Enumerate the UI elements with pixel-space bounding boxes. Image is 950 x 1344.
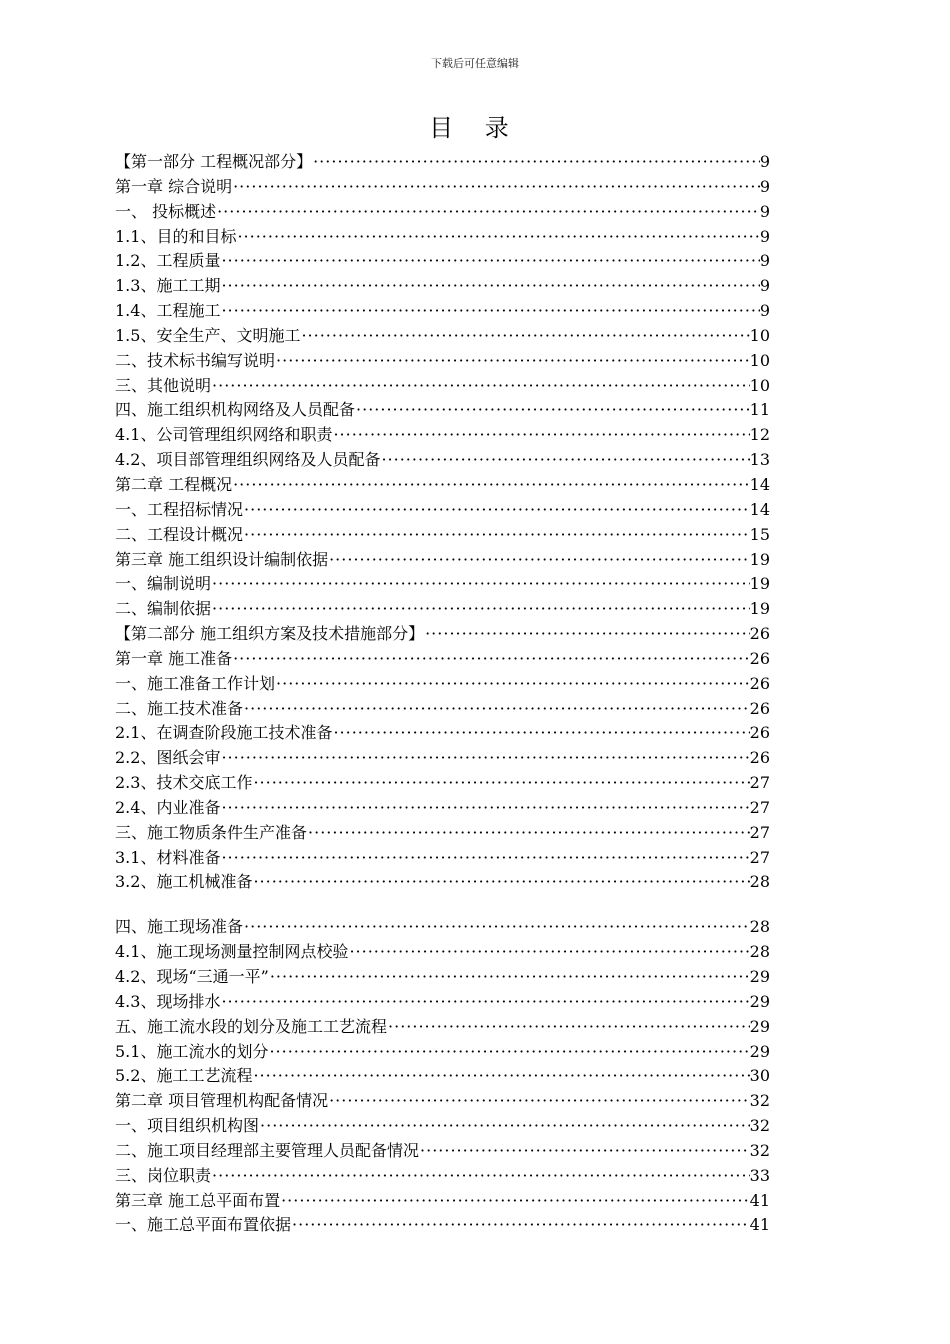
dot-leader: [268, 1040, 749, 1065]
toc-entry-page: 9: [759, 226, 770, 246]
toc-entry[interactable]: [115, 846, 770, 871]
toc-entry-page: 32: [749, 1140, 770, 1160]
toc-entry-title: 4.1、施工现场测量控制网点校验: [115, 942, 349, 962]
toc-entry-page: 26: [749, 624, 770, 644]
toc-entry[interactable]: [115, 299, 770, 324]
toc-entry[interactable]: [115, 870, 770, 895]
dot-leader: [419, 1139, 750, 1164]
toc-entry-title: 二、工程设计概况: [115, 524, 244, 544]
dot-leader: [243, 498, 750, 523]
table-of-contents: [115, 150, 770, 1238]
toc-entry-page: 9: [759, 152, 770, 171]
toc-entry-page: 32: [749, 1116, 770, 1136]
dot-leader: [332, 721, 749, 746]
toc-entry-title: 4.2、现场“三通一平”: [115, 967, 269, 986]
toc-entry-page: 27: [749, 797, 770, 817]
toc-entry[interactable]: [115, 647, 770, 672]
toc-entry-page: 29: [749, 991, 770, 1011]
dot-leader: [328, 548, 750, 573]
toc-entry-title: 二、编制依据: [115, 599, 212, 619]
toc-entry-title: 第一章 综合说明: [115, 176, 233, 196]
toc-entry-title: 第二章 工程概况: [115, 474, 233, 494]
toc-entry[interactable]: [115, 1114, 770, 1139]
toc-entry[interactable]: [115, 672, 770, 697]
dot-leader: [220, 846, 749, 871]
dot-leader: [236, 225, 759, 250]
toc-entry[interactable]: [115, 200, 770, 225]
dot-leader: [211, 597, 750, 622]
toc-entry-page: 26: [749, 723, 770, 743]
toc-entry-title: 一、施工总平面布置依据: [115, 1215, 292, 1235]
toc-entry[interactable]: [115, 1164, 770, 1189]
toc-entry-page: 27: [749, 773, 770, 793]
toc-entry-page: 13: [749, 450, 770, 470]
dot-leader: [232, 473, 750, 498]
dot-leader: [424, 622, 750, 647]
toc-entry[interactable]: [115, 324, 770, 349]
toc-entry-page: 9: [759, 201, 770, 221]
toc-entry[interactable]: [115, 1089, 770, 1114]
toc-entry[interactable]: [115, 771, 770, 796]
toc-entry-title: 4.1、公司管理组织网络和职责: [115, 425, 333, 445]
toc-entry-title: 一、施工准备工作计划: [115, 673, 276, 693]
toc-entry-page: 41: [749, 1215, 770, 1235]
toc-entry-page: 28: [749, 917, 770, 937]
dot-leader: [280, 1189, 750, 1214]
page-header: 下载后可任意编辑: [431, 57, 519, 70]
toc-entry-page: 26: [749, 673, 770, 693]
toc-entry-page: 15: [749, 524, 770, 544]
toc-entry[interactable]: [115, 1040, 770, 1065]
toc-entry-page: 11: [749, 400, 770, 420]
toc-entry-page: 29: [749, 1041, 770, 1061]
toc-entry-title: 一、工程招标情况: [115, 499, 244, 519]
dot-leader: [300, 324, 749, 349]
dot-leader: [243, 915, 750, 940]
toc-entry-title: 四、施工组织机构网络及人员配备: [115, 400, 356, 420]
toc-entry-page: 33: [749, 1165, 770, 1185]
dot-leader: [252, 1064, 749, 1089]
toc-entry-title: 三、岗位职责: [115, 1165, 212, 1185]
toc-entry-title: 2.1、在调查阶段施工技术准备: [115, 723, 333, 743]
dot-leader: [348, 940, 749, 965]
toc-entry-title: 第三章 施工总平面布置: [115, 1190, 281, 1210]
toc-entry-title: 一、编制说明: [115, 574, 212, 594]
dot-leader: [291, 1213, 750, 1238]
toc-entry-title: 【第一部分 工程概况部分】: [115, 152, 313, 171]
toc-entry-page: 9: [759, 251, 770, 271]
toc-entry[interactable]: [115, 498, 770, 523]
dot-leader: [220, 746, 749, 771]
toc-entry-page: 29: [749, 1016, 770, 1036]
toc-entry-title: 5.2、施工工艺流程: [115, 1066, 253, 1086]
toc-entry[interactable]: [115, 1213, 770, 1238]
dot-leader: [220, 990, 749, 1015]
toc-entry-title: 第二章 项目管理机构配备情况: [115, 1091, 329, 1111]
toc-entry[interactable]: [115, 990, 770, 1015]
toc-entry-page: 14: [749, 499, 770, 519]
toc-entry[interactable]: [115, 548, 770, 573]
toc-entry-page: 12: [749, 425, 770, 445]
toc-entry-title: 2.4、内业准备: [115, 797, 221, 817]
dot-leader: [275, 349, 750, 374]
toc-entry-page: 9: [759, 276, 770, 296]
dot-leader: [252, 771, 749, 796]
toc-entry-page: 41: [749, 1190, 770, 1210]
toc-entry-title: 2.2、图纸会审: [115, 748, 221, 768]
toc-entry[interactable]: [115, 374, 770, 399]
toc-entry[interactable]: [115, 1064, 770, 1089]
toc-entry-page: 26: [749, 748, 770, 768]
toc-entry[interactable]: [115, 274, 770, 299]
dot-leader: [211, 1164, 750, 1189]
toc-entry-page: 30: [749, 1066, 770, 1086]
toc-entry[interactable]: [115, 225, 770, 250]
toc-entry-page: 26: [749, 648, 770, 668]
dot-leader: [220, 796, 749, 821]
toc-entry[interactable]: [115, 622, 770, 647]
toc-entry-title: 四、施工现场准备: [115, 917, 244, 937]
toc-entry-page: 19: [749, 599, 770, 619]
dot-leader: [220, 299, 759, 324]
dot-leader: [216, 200, 760, 225]
toc-entry-title: 4.3、现场排水: [115, 991, 221, 1011]
toc-entry-title: 二、施工技术准备: [115, 698, 244, 718]
toc-entry-page: 28: [749, 872, 770, 892]
toc-entry[interactable]: [115, 349, 770, 374]
toc-entry[interactable]: [115, 1139, 770, 1164]
dot-leader: [269, 965, 750, 990]
dot-leader: [307, 821, 750, 846]
toc-entry-title: 2.3、技术交底工作: [115, 773, 253, 793]
toc-entry[interactable]: [115, 965, 770, 990]
toc-entry-page: 19: [749, 574, 770, 594]
toc-entry-page: 10: [749, 375, 770, 395]
toc-entry-page: 10: [749, 325, 770, 345]
toc-entry-page: 19: [749, 549, 770, 569]
toc-entry[interactable]: [115, 150, 770, 175]
dot-leader: [243, 697, 750, 722]
toc-entry-title: 5.1、施工流水的划分: [115, 1041, 269, 1061]
dot-leader: [380, 448, 749, 473]
toc-entry-title: 1.1、目的和目标: [115, 226, 237, 246]
toc-entry-page: 10: [749, 350, 770, 370]
toc-entry-title: 二、施工项目经理部主要管理人员配备情况: [115, 1140, 420, 1160]
dot-leader: [328, 1089, 750, 1114]
toc-entry-page: 9: [759, 176, 770, 196]
toc-entry[interactable]: [115, 940, 770, 965]
dot-leader: [243, 523, 750, 548]
toc-entry-title: 1.4、工程施工: [115, 301, 221, 321]
toc-entry-title: 3.2、施工机械准备: [115, 872, 253, 892]
toc-entry[interactable]: [115, 448, 770, 473]
toc-entry[interactable]: [115, 821, 770, 846]
toc-entry-title: 1.2、工程质量: [115, 251, 221, 271]
toc-entry[interactable]: [115, 572, 770, 597]
toc-entry[interactable]: [115, 597, 770, 622]
dot-leader: [312, 150, 760, 175]
toc-entry-page: 32: [749, 1091, 770, 1111]
toc-entry[interactable]: [115, 523, 770, 548]
dot-leader: [275, 672, 750, 697]
dot-leader: [220, 249, 759, 274]
toc-entry[interactable]: [115, 423, 770, 448]
dot-leader: [387, 1015, 750, 1040]
toc-entry-title: 3.1、材料准备: [115, 847, 221, 867]
toc-entry-title: 一、 投标概述: [115, 201, 217, 221]
toc-entry-page: 28: [749, 942, 770, 962]
toc-entry-title: 1.5、安全生产、文明施工: [115, 325, 301, 345]
page-title: 目 录: [429, 114, 521, 142]
toc-entry-title: 二、技术标书编写说明: [115, 350, 276, 370]
toc-entry-title: 1.3、施工工期: [115, 276, 221, 296]
toc-entry-title: 五、施工流水段的划分及施工工艺流程: [115, 1016, 388, 1036]
toc-entry[interactable]: [115, 1189, 770, 1214]
toc-entry-title: 一、项目组织机构图: [115, 1116, 260, 1136]
toc-entry[interactable]: [115, 697, 770, 722]
dot-leader: [252, 870, 749, 895]
toc-entry-title: 4.2、项目部管理组织网络及人员配备: [115, 450, 381, 470]
toc-entry[interactable]: [115, 473, 770, 498]
toc-entry[interactable]: [115, 721, 770, 746]
dot-leader: [332, 423, 749, 448]
dot-leader: [211, 572, 750, 597]
toc-entry[interactable]: [115, 398, 770, 423]
dot-leader: [211, 374, 750, 399]
toc-entry-page: 29: [749, 967, 770, 986]
toc-entry-page: 27: [749, 847, 770, 867]
toc-entry[interactable]: [115, 1015, 770, 1040]
toc-entry[interactable]: [115, 249, 770, 274]
toc-entry-title: 三、其他说明: [115, 375, 212, 395]
toc-entry-page: 27: [749, 822, 770, 842]
dot-leader: [232, 647, 750, 672]
dot-leader: [259, 1114, 750, 1139]
toc-entry[interactable]: [115, 175, 770, 200]
toc-entry-title: 【第二部分 施工组织方案及技术措施部分】: [115, 624, 425, 644]
dot-leader: [232, 175, 760, 200]
toc-entry-title: 第三章 施工组织设计编制依据: [115, 549, 329, 569]
toc-entry-page: 14: [749, 474, 770, 494]
toc-entry-title: 三、施工物质条件生产准备: [115, 822, 308, 842]
toc-entry[interactable]: [115, 746, 770, 771]
toc-entry-page: 26: [749, 698, 770, 718]
toc-entry-title: 第一章 施工准备: [115, 648, 233, 668]
toc-entry[interactable]: [115, 915, 770, 940]
dot-leader: [355, 398, 750, 423]
toc-entry[interactable]: [115, 796, 770, 821]
dot-leader: [220, 274, 759, 299]
toc-entry-page: 9: [759, 301, 770, 321]
